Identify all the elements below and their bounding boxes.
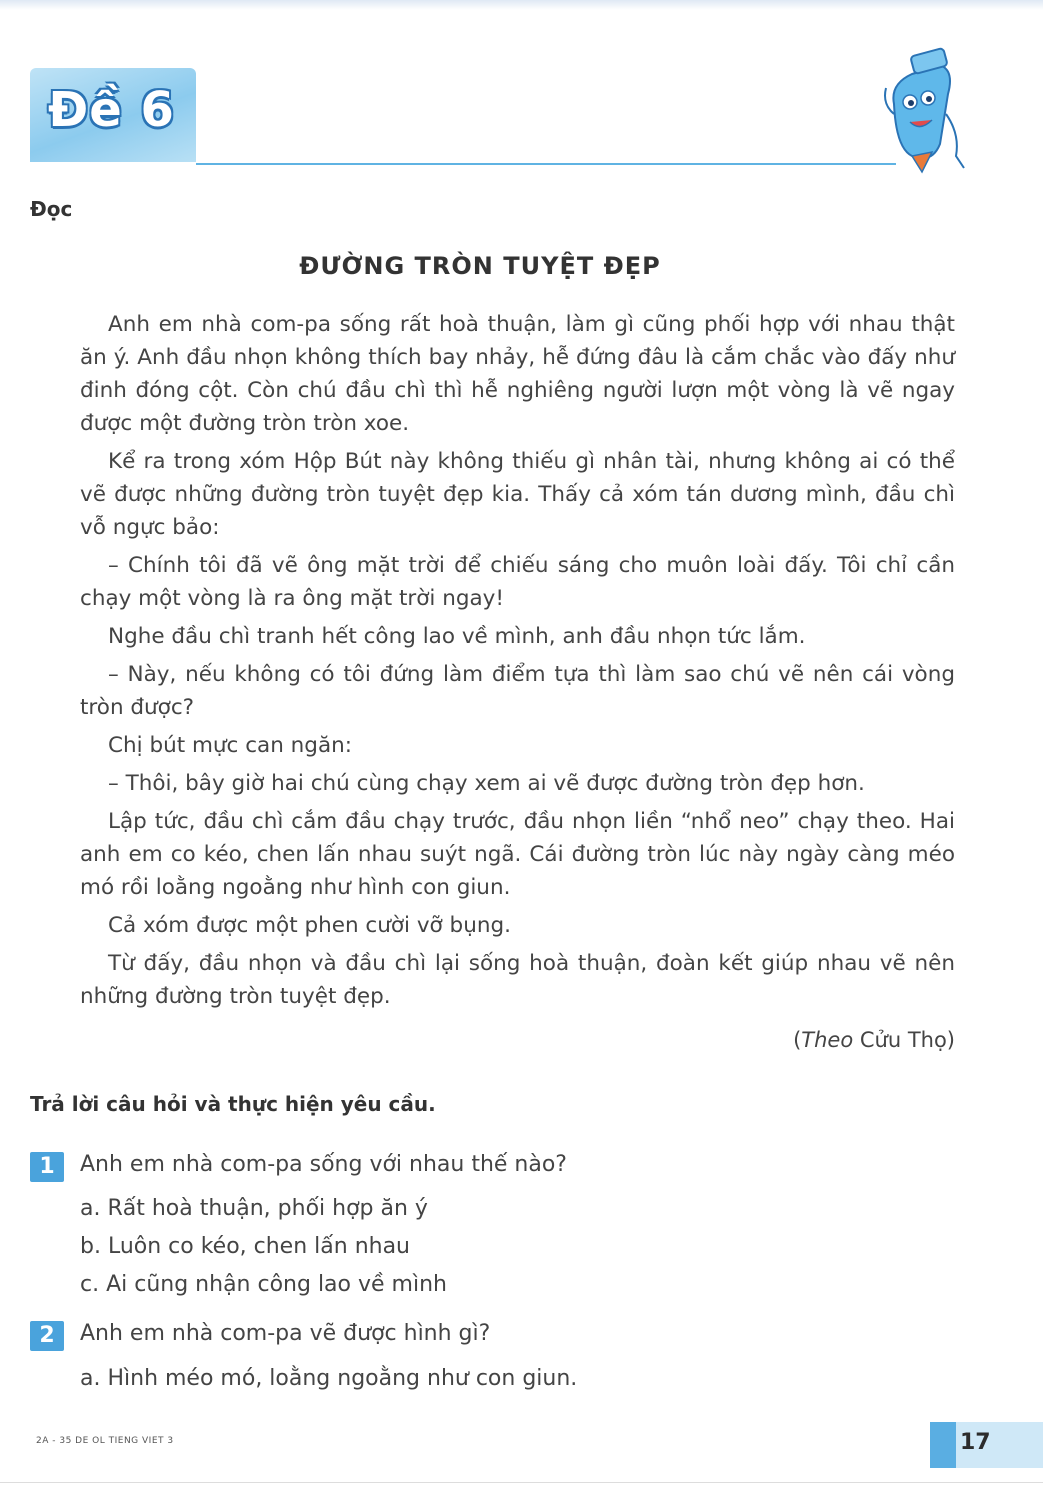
badge-title: Đề 6: [48, 82, 175, 138]
answer-option[interactable]: a. Rất hoà thuận, phối hợp ăn ý: [80, 1196, 428, 1221]
answer-option[interactable]: b. Luôn co kéo, chen lấn nhau: [80, 1234, 410, 1259]
source-prefix: (: [793, 1028, 802, 1052]
story-body: [80, 308, 955, 1018]
story-paragraph: Chị bút mực can ngăn:: [108, 733, 352, 758]
page-number-tab: [930, 1422, 1043, 1468]
pencil-mascot-icon: [872, 44, 972, 174]
page-number: 17: [960, 1430, 991, 1455]
answer-option[interactable]: c. Ai cũng nhận công lao về mình: [80, 1272, 447, 1297]
instruction-heading: Trả lời câu hỏi và thực hiện yêu cầu.: [30, 1092, 436, 1116]
section-heading-read: Đọc: [30, 197, 73, 221]
answer-option[interactable]: a. Hình méo mó, loằng ngoằng như con giun.: [80, 1366, 578, 1391]
header-divider: [196, 163, 896, 165]
top-decor-bar: [0, 0, 1043, 10]
story-paragraph: Lập tức, đầu chì cắm đầu chạy trước, đầu nhọn liền “nhổ neo” chạy theo. Hai anh em co kéo, chen lấn nhau suýt ngã. Cái đường tròn lúc này ngày càng méo mó rồi loằng ngoằng như hình con giun.: [80, 809, 955, 900]
story-paragraph: Từ đấy, đầu nhọn và đầu chì lại sống hoà thuận, đoàn kết giúp nhau vẽ nên những đường tròn tuyệt đẹp.: [80, 951, 955, 1009]
question-text: Anh em nhà com-pa sống với nhau thế nào?: [80, 1152, 567, 1177]
story-paragraph: – Này, nếu không có tôi đứng làm điểm tựa thì làm sao chú vẽ nên cái vòng tròn được?: [80, 662, 955, 720]
story-paragraph: Kể ra trong xóm Hộp Bút này không thiếu gì nhân tài, nhưng không ai có thể vẽ được những đường tròn tuyệt đẹp kia. Thấy cả xóm tán dương mình, đầu chì vỗ ngực bảo:: [80, 449, 955, 540]
story-paragraph: – Chính tôi đã vẽ ông mặt trời để chiếu sáng cho muôn loài đấy. Tôi chỉ cần chạy một vòng là ra ông mặt trời ngay!: [80, 553, 955, 611]
question-text: Anh em nhà com-pa vẽ được hình gì?: [80, 1321, 491, 1346]
source-author: Cửu Thọ): [853, 1028, 955, 1052]
exam-badge: [30, 68, 196, 162]
story-title: ĐƯỜNG TRÒN TUYỆT ĐẸP: [299, 252, 661, 280]
question-number-badge: 2: [30, 1321, 64, 1351]
question-number-badge: 1: [30, 1152, 64, 1182]
source-theo: Theo: [801, 1028, 854, 1052]
story-paragraph: Anh em nhà com-pa sống rất hoà thuận, làm gì cũng phối hợp với nhau thật ăn ý. Anh đầu nhọn không thích bay nhảy, hễ đứng đâu là cắm chắc vào đấy như đinh đóng cột. Còn chú đầu chì thì hễ nghiêng người lượn một vòng là vẽ ngay được một đường tròn tròn xoe.: [80, 312, 955, 436]
story-paragraph: Cả xóm được một phen cười vỡ bụng.: [108, 913, 511, 938]
story-paragraph: Nghe đầu chì tranh hết công lao về mình, anh đầu nhọn tức lắm.: [108, 624, 806, 649]
story-paragraph: – Thôi, bây giờ hai chú cùng chạy xem ai vẽ được đường tròn đẹp hơn.: [108, 771, 865, 796]
story-source: [793, 1028, 955, 1052]
footer-code: 2A - 35 DE OL TIENG VIET 3: [36, 1436, 174, 1446]
bottom-divider: [0, 1482, 1043, 1483]
